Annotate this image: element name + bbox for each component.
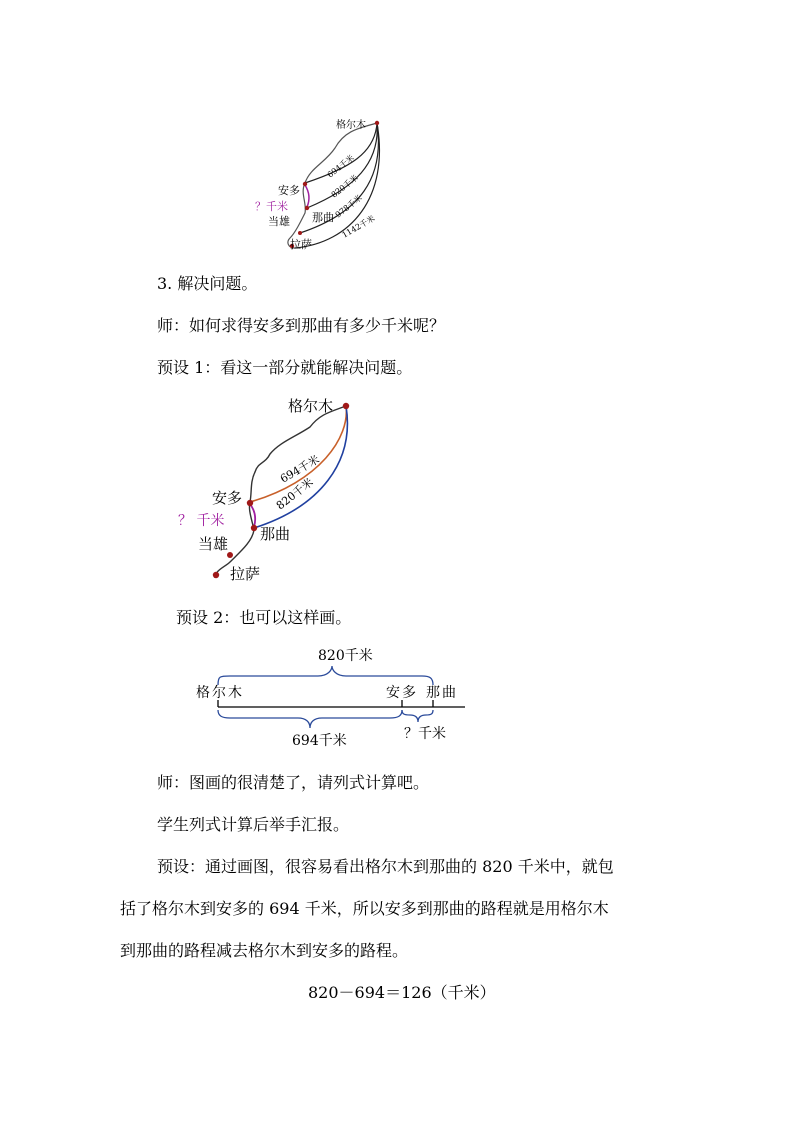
arc-694 — [305, 123, 377, 183]
question-bracket — [305, 185, 309, 207]
label-694: 694千米 — [325, 153, 356, 180]
label-lasa: 拉萨 — [290, 238, 312, 251]
label-bottom-694: 694千米 — [292, 733, 347, 749]
route-map-small — [250, 108, 400, 260]
label-dangxiong: 当雄 — [198, 535, 229, 553]
teacher-instruction: 师：图画的很清楚了，请列式计算吧。 — [157, 773, 430, 792]
dot-naqu — [305, 206, 309, 210]
teacher-question: 师：如何求得安多到那曲有多少千米呢？ — [157, 316, 446, 335]
dot-anduo — [247, 500, 253, 506]
label-694: 694千米 — [278, 452, 322, 486]
label-anduo: 安多 — [278, 184, 300, 197]
route-map-large — [170, 392, 370, 592]
label-question: ？ 千米 — [178, 513, 225, 529]
label-naqu: 那曲 — [312, 211, 334, 224]
preset-paragraph-line-3: 到那曲的路程减去格尔木到安多的路程。 — [120, 941, 409, 960]
dot-geermu — [343, 403, 349, 409]
label-geermu: 格尔木 — [288, 397, 334, 415]
dot-lasa — [213, 572, 219, 578]
label-question: ？千米 — [404, 726, 446, 742]
road-outline — [288, 123, 377, 248]
preset-paragraph-line-2: 括了格尔木到安多的 694 千米，所以安多到那曲的路程就是用格尔木 — [120, 899, 609, 918]
label-dangxiong: 当雄 — [268, 215, 290, 228]
dot-anduo — [303, 182, 307, 186]
section-heading: 3. 解决问题。 — [157, 274, 258, 293]
label-820: 820千米 — [273, 475, 316, 513]
students-report: 学生列式计算后举手汇报。 — [157, 815, 350, 834]
brace-bottom — [218, 710, 402, 728]
label-anduo: 安多 — [386, 685, 418, 701]
label-1142: 1142千米 — [340, 213, 377, 240]
dot-dangxiong — [298, 231, 302, 235]
brace-top — [218, 666, 433, 685]
label-geermu: 格尔木 — [336, 120, 366, 131]
label-820: 820千米 — [329, 173, 360, 200]
segment-diagram — [190, 640, 480, 752]
label-geermu: 格尔木 — [196, 685, 244, 701]
brace-question — [402, 710, 433, 722]
label-anduo: 安多 — [212, 489, 243, 507]
label-978: 978千米 — [333, 193, 364, 220]
preset-2: 预设 2：也可以这样画。 — [176, 608, 352, 627]
preset-paragraph-line-1: 预设：通过画图，很容易看出格尔木到那曲的 820 千米中，就包 — [157, 857, 614, 876]
label-naqu: 那曲 — [260, 525, 291, 543]
label-lasa: 拉萨 — [230, 565, 261, 583]
preset-1: 预设 1：看这一部分就能解决问题。 — [157, 358, 413, 377]
dot-naqu — [251, 525, 257, 531]
label-top-820: 820千米 — [318, 648, 373, 664]
dot-geermu — [375, 121, 379, 125]
label-question: ？千米 — [255, 200, 288, 213]
label-naqu: 那曲 — [426, 685, 458, 701]
equation: 820－694＝126（千米） — [308, 983, 496, 1002]
